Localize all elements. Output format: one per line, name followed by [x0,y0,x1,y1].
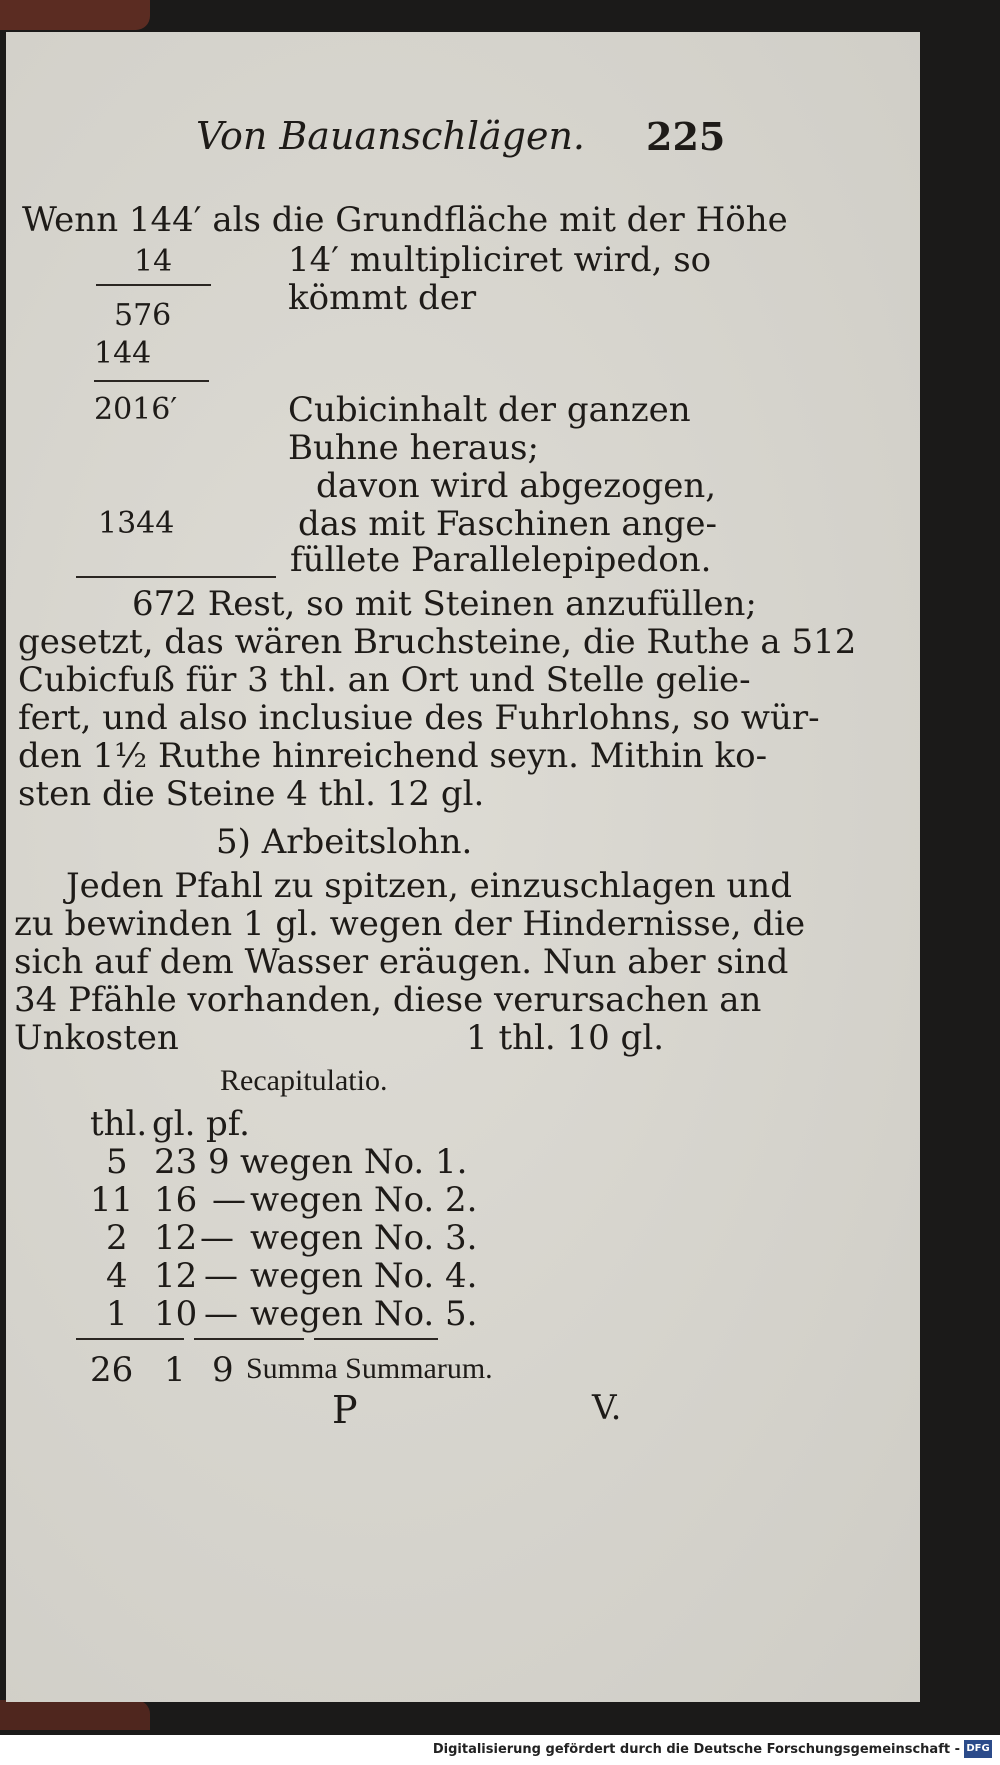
recap-cell-pf: — [204,1294,238,1334]
section-line-3: sich auf dem Wasser eräugen. Nun aber sind [14,942,789,982]
recap-total-gl: 1 [164,1350,186,1390]
recap-cell-gl: 12 [154,1256,198,1296]
recap-cell-thl: 5 [106,1142,128,1182]
running-head: Von Bauanschlägen. [196,114,585,158]
recap-total-label: Summa Summarum. [246,1352,493,1385]
body-line-3: Cubicfuß für 3 thl. an Ort und Stelle gelie- [18,660,751,700]
body-line-2: gesetzt, das wären Bruchsteine, die Ruthe a 512 [18,622,857,662]
section-line-1: Jeden Pfahl zu spitzen, einzuschlagen und [66,866,792,906]
calc-num-14: 14 [134,244,173,279]
book-edge-bottom [0,1700,150,1730]
recap-cell-label: wegen No. 1. [240,1142,468,1182]
section-line-5: Unkosten [14,1018,179,1058]
recap-total-pf: 9 [212,1350,234,1390]
recap-cell-pf: — [200,1218,234,1258]
section-heading: 5) Arbeitslohn. [216,822,473,862]
calc-line-8: füllete Parallelepipedon. [290,540,712,580]
calc-line-1: Wenn 144′ als die Grundfläche mit der Höhe [22,200,788,240]
recap-cell-label: wegen No. 5. [250,1294,478,1334]
catchword: V. [592,1388,622,1428]
recap-rule-pf [314,1338,438,1340]
recap-cell-gl: 16 [154,1180,198,1220]
recap-cell-pf: 9 [208,1142,230,1182]
book-edge-top [0,0,150,30]
body-line-4: fert, und also inclusiue des Fuhrlohns, so wür- [18,698,820,738]
recap-rule-thl [76,1338,184,1340]
recap-title: Recapitulatio. [220,1064,388,1097]
recap-rule-gl [194,1338,304,1340]
calc-line-7: das mit Faschinen ange- [298,504,717,544]
page-number: 225 [646,114,726,159]
calc-rule-2 [94,380,209,382]
footer-credit: Digitalisierung gefördert durch die Deutsche Forschungsgemeinschaft - [432,1742,960,1757]
recap-header-gl: gl. [152,1104,196,1144]
recap-cell-label: wegen No. 2. [250,1180,478,1220]
calc-line-3: kömmt der [288,278,477,318]
calc-num-576: 576 [114,298,172,333]
recap-cell-label: wegen No. 4. [250,1256,478,1296]
recap-cell-thl: 2 [106,1218,128,1258]
section-amount: 1 thl. 10 gl. [466,1018,665,1058]
recap-cell-thl: 11 [90,1180,134,1220]
calc-rule-1 [96,284,211,286]
recap-cell-pf: — [204,1256,238,1296]
recap-cell-pf: — [212,1180,246,1220]
section-line-4: 34 Pfähle vorhanden, diese verursachen an [14,980,762,1020]
dfg-logo: DFG [964,1740,992,1758]
recap-cell-thl: 4 [106,1256,128,1296]
calc-num-144: 144 [94,336,152,371]
recap-cell-gl: 12 [154,1218,198,1258]
body-line-5: den 1½ Ruthe hinreichend seyn. Mithin ko- [18,736,768,776]
calc-line-5: Buhne heraus; [288,428,539,468]
recap-total-thl: 26 [90,1350,134,1390]
recap-header-pf: pf. [206,1104,250,1144]
recap-cell-label: wegen No. 3. [250,1218,478,1258]
calc-line-2: 14′ multipliciret wird, so [288,240,712,280]
recap-cell-thl: 1 [106,1294,128,1334]
calc-line-6: davon wird abgezogen, [316,466,717,506]
calc-rule-3 [76,576,276,578]
calc-line-4: Cubicinhalt der ganzen [288,390,691,430]
section-line-2: zu bewinden 1 gl. wegen der Hindernisse, die [14,904,806,944]
calc-num-1344: 1344 [98,506,175,541]
recap-cell-gl: 23 [154,1142,198,1182]
book-page [6,32,920,1702]
body-line-6: sten die Steine 4 thl. 12 gl. [18,774,485,814]
signature-mark: P [332,1388,358,1432]
calc-num-2016: 2016′ [94,392,178,427]
recap-header-thl: thl. [90,1104,148,1144]
body-line-1: 672 Rest, so mit Steinen anzufüllen; [132,584,757,624]
recap-cell-gl: 10 [154,1294,198,1334]
